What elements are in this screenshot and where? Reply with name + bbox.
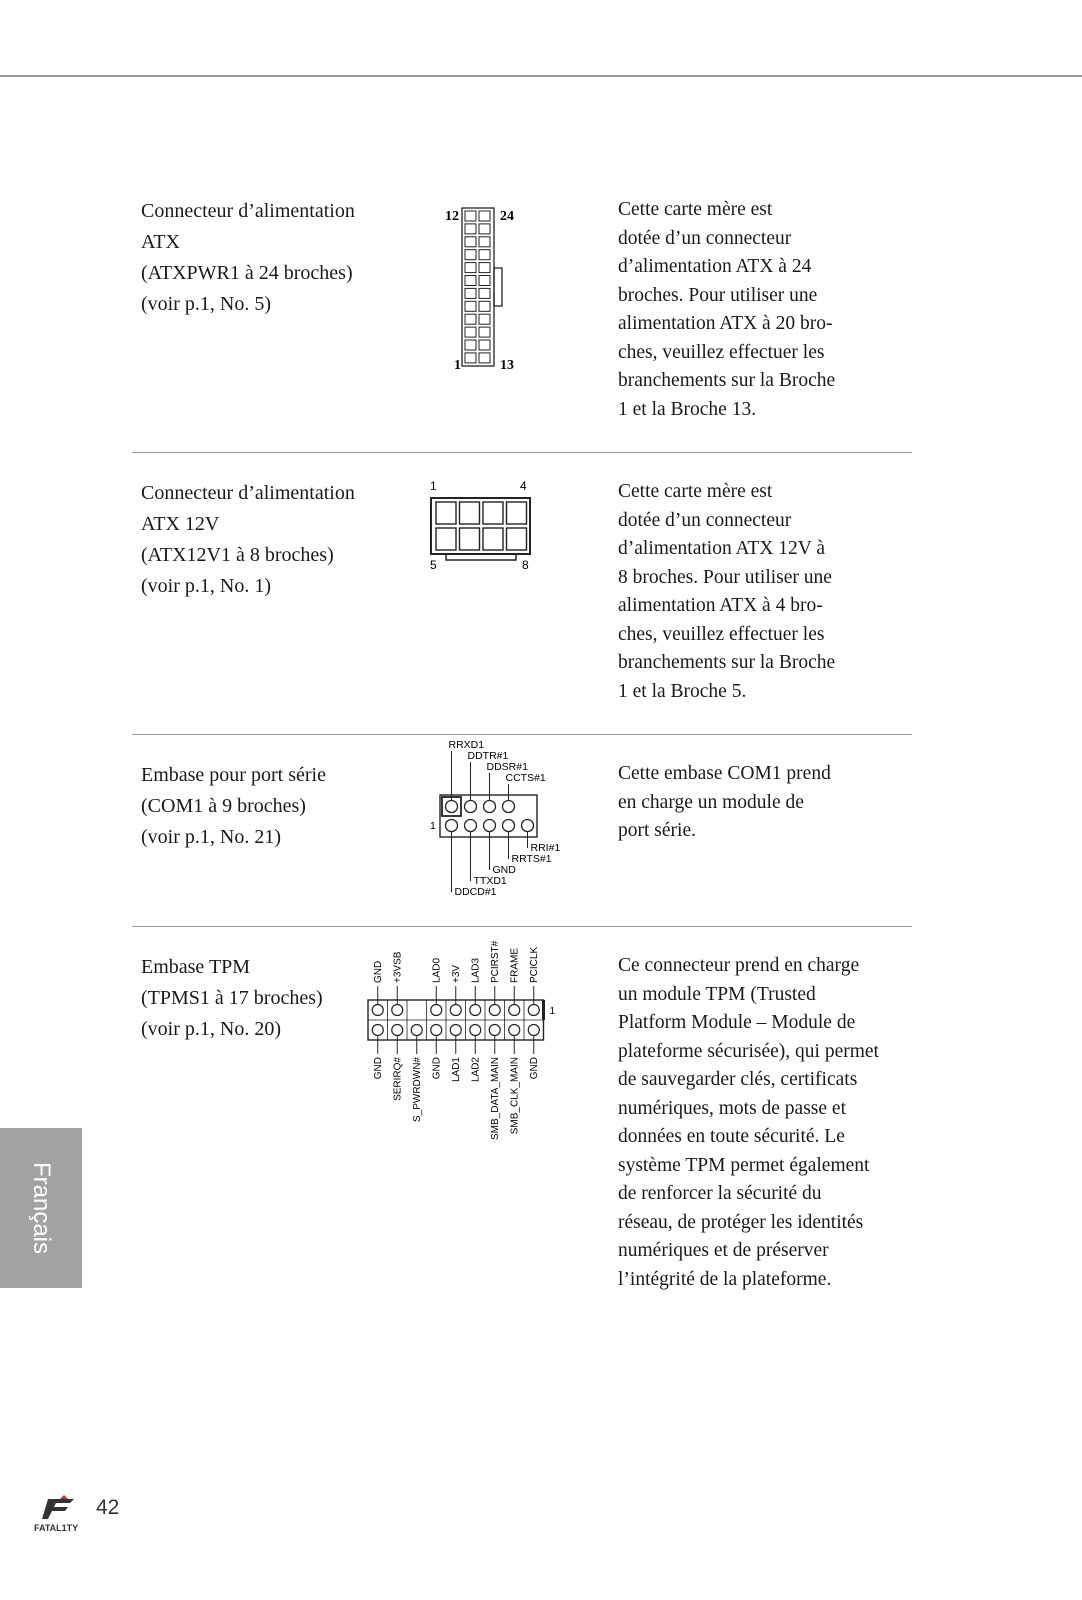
tpm-label: Embase TPM (TPMS1 à 17 broches) (voir p.1, No. 20) <box>141 956 323 1040</box>
fatality-logo <box>34 1493 90 1533</box>
pin <box>470 1025 481 1036</box>
pin <box>484 801 496 813</box>
latch <box>494 268 502 306</box>
pin-cell <box>479 327 490 337</box>
pin-label: RRXD1 <box>448 739 485 751</box>
separator <box>132 452 912 453</box>
pin <box>450 1025 461 1036</box>
pin-label: SMB_DATA_MAIN <box>489 1057 501 1140</box>
tpm-svg <box>364 940 574 1182</box>
pin <box>392 1025 403 1036</box>
pin-label: DDTR#1 <box>467 750 509 762</box>
pin-cell <box>465 340 476 350</box>
pin-cell <box>479 353 490 363</box>
atx-12v-label: Connecteur d’alimentation ATX 12V (ATX12V1 à 8 broches) (voir p.1, No. 1) <box>141 482 355 597</box>
pin <box>465 801 477 813</box>
pin <box>431 1005 442 1016</box>
separator <box>132 926 912 927</box>
pin-label: PCIRST# <box>489 940 501 983</box>
com1-desc: Cette embase COM1 prend en charge un module de port série. <box>618 763 831 841</box>
connector-outline <box>431 498 530 554</box>
pin <box>503 801 515 813</box>
pin-label: SMB_CLK_MAIN <box>509 1057 521 1135</box>
pin-label: RRI#1 <box>530 842 561 854</box>
pin-label-1: 1 <box>430 479 437 493</box>
pin-label: +3VSB <box>392 951 404 983</box>
pin-label-1: 1 <box>454 358 461 373</box>
tpm-desc: Ce connecteur prend en charge un module TPM (Trusted Platform Module – Module de plateforme sécurisée), qui permet de sauvegarder clés, certificats numériques, mots de passe et données en toute sécurité. Le système TPM permet également de renforcer la sécurité du réseau, de protéger les identités numériques et de préserver l’intégrité de la plateforme. <box>618 955 879 1290</box>
pin-cell <box>465 211 476 221</box>
pin-cell <box>479 314 490 324</box>
pin-cell <box>465 301 476 311</box>
pin-cell <box>483 528 503 550</box>
atx-12v-desc: Cette carte mère est dotée d’un connecteur d’alimentation ATX 12V à 8 broches. Pour utiliser une alimentation ATX à 4 bro- ches, veuillez effectuer les branchements sur la Broche 1 et la Broche 5. <box>618 481 836 702</box>
pin <box>528 1025 539 1036</box>
pin-cell <box>479 340 490 350</box>
pin-grid <box>465 211 490 363</box>
pin-cell <box>436 528 456 550</box>
pin-label: DDCD#1 <box>454 886 497 898</box>
pin <box>503 820 515 832</box>
pin-label: LAD0 <box>431 957 443 983</box>
pin-label-4: 4 <box>520 479 527 493</box>
pin-cell <box>465 237 476 247</box>
pin <box>489 1025 500 1036</box>
pin-label: GND <box>528 1057 540 1080</box>
pin <box>446 801 458 813</box>
pin-label: DDSR#1 <box>486 761 528 773</box>
pin <box>372 1005 383 1016</box>
pin <box>431 1025 442 1036</box>
pin-grid <box>436 502 527 550</box>
pin <box>411 1025 422 1036</box>
language-tab <box>0 1128 82 1288</box>
pin-cell <box>460 502 480 524</box>
pin <box>446 820 458 832</box>
pin-cell <box>483 502 503 524</box>
pin-cell <box>479 211 490 221</box>
pin <box>465 820 477 832</box>
pin-cell <box>465 288 476 298</box>
connector-outline <box>462 208 494 366</box>
pin-cell <box>465 263 476 273</box>
com1-label: Embase pour port série (COM1 à 9 broches) (voir p.1, No. 21) <box>141 764 326 848</box>
pin <box>450 1005 461 1016</box>
pin-label: LAD1 <box>450 1057 462 1083</box>
atx-24pin-svg <box>428 196 538 376</box>
page-number: 42 <box>96 1496 120 1519</box>
pin-cell <box>479 224 490 234</box>
pin-label-8: 8 <box>522 558 529 572</box>
pin-label-12: 12 <box>445 209 459 224</box>
com1-svg <box>412 739 572 904</box>
pin-cell <box>479 276 490 286</box>
pin-cell <box>479 301 490 311</box>
pin-label: FRAME <box>509 948 521 983</box>
pin-cell <box>479 237 490 247</box>
pin <box>522 820 534 832</box>
tpm-diagram <box>364 940 574 1182</box>
pin-label: SERIRQ# <box>392 1057 404 1101</box>
pin-cell <box>507 528 527 550</box>
atx-power-label: Connecteur d’alimentation ATX (ATXPWR1 à 24 broches) (voir p.1, No. 5) <box>141 200 355 315</box>
pin-cell <box>465 250 476 260</box>
language-tab-label: Français <box>28 1161 55 1255</box>
pin <box>509 1005 520 1016</box>
pin <box>484 820 496 832</box>
pin-label: LAD3 <box>470 957 482 983</box>
pin-label: TTXD1 <box>473 875 507 887</box>
pin-label: GND <box>492 864 516 876</box>
pin-label-24: 24 <box>500 209 514 224</box>
pin-label: GND <box>372 960 384 983</box>
pin-cell <box>465 327 476 337</box>
pin-cell <box>479 250 490 260</box>
pin-label: GND <box>372 1057 384 1080</box>
pin-cell <box>465 314 476 324</box>
com1-diagram <box>412 739 572 904</box>
pin-label-5: 5 <box>430 558 437 572</box>
pin-label-13: 13 <box>500 358 514 373</box>
atx-12v-diagram <box>424 478 544 578</box>
atx-24pin-diagram <box>428 196 538 376</box>
pin-cell <box>460 528 480 550</box>
pin-cell <box>479 263 490 273</box>
pin-label: RRTS#1 <box>511 853 552 865</box>
pin-cell <box>479 288 490 298</box>
atx-power-desc: Cette carte mère est dotée d’un connecteur d’alimentation ATX à 24 broches. Pour utiliser une alimentation ATX à 20 bro- ches, veuillez effectuer les branchements sur la Broche 1 et la Broche 13. <box>618 199 836 420</box>
pin-cell <box>465 353 476 363</box>
com1-pin-diagram <box>430 739 560 898</box>
fatality-logo-icon <box>34 1493 90 1533</box>
tpm-pin-diagram <box>368 940 556 1140</box>
pin <box>470 1005 481 1016</box>
atx-12v-svg <box>424 478 544 578</box>
pin-label: LAD2 <box>470 1057 482 1083</box>
pin-cell <box>465 276 476 286</box>
pin-label: S_PWRDWN# <box>411 1057 423 1123</box>
pin-label: GND <box>431 1057 443 1080</box>
pin-label: CCTS#1 <box>505 772 546 784</box>
pin-label: PCICLK <box>528 946 540 983</box>
top-rule <box>0 75 1082 77</box>
pin-cell <box>507 502 527 524</box>
pin <box>509 1025 520 1036</box>
pin <box>528 1005 539 1016</box>
separator <box>132 734 912 735</box>
pin <box>489 1005 500 1016</box>
pin-one-label: 1 <box>549 1006 556 1017</box>
pin-one-label: 1 <box>430 820 436 832</box>
pin <box>392 1005 403 1016</box>
logo-text: FATAL1TY <box>34 1523 79 1533</box>
pin-cell <box>465 224 476 234</box>
pin-label: +3V <box>450 964 462 983</box>
pin-cell <box>436 502 456 524</box>
pin <box>372 1025 383 1036</box>
